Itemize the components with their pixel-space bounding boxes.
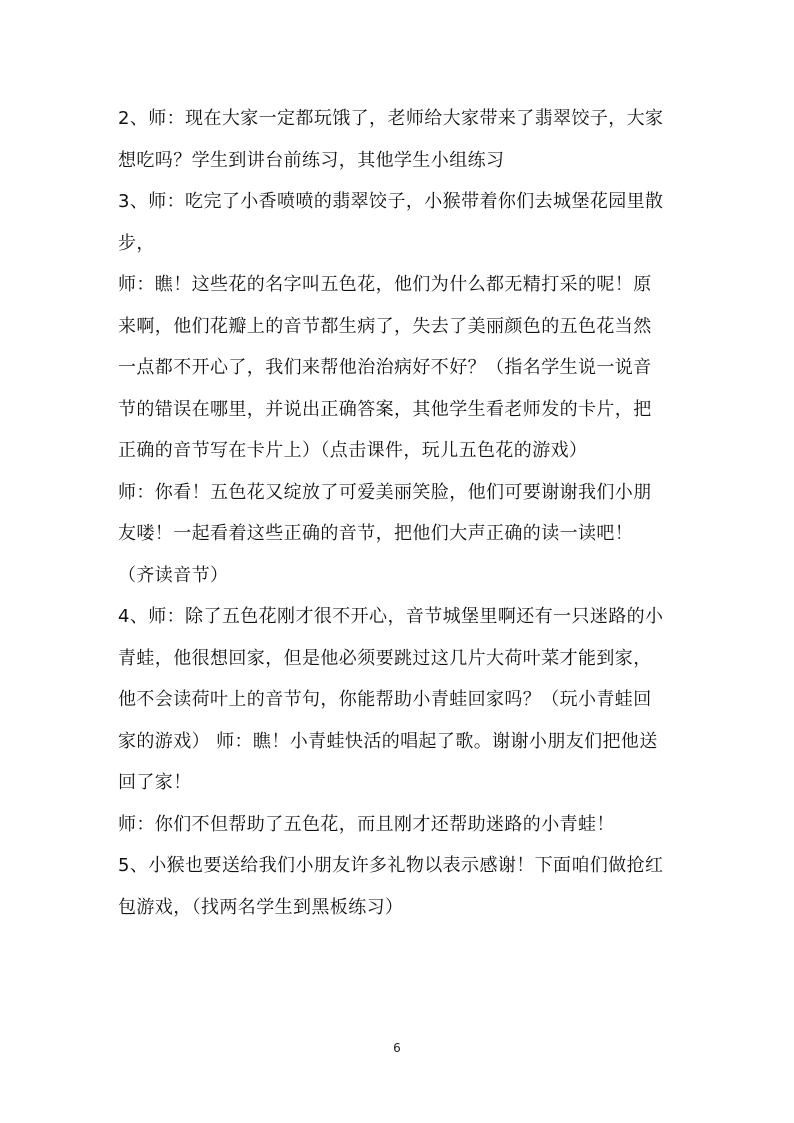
text-line: 正确的音节写在卡片上）（点击课件，玩儿五色花的游戏）: [118, 440, 588, 461]
text-line: 3、师：吃完了小香喷喷的翡翠饺子，小猴带着你们去城堡花园里散: [118, 191, 664, 212]
paragraph-flower-bloom: [118, 472, 678, 597]
paragraph-step-2: [118, 98, 678, 181]
page-number: 6: [393, 1041, 401, 1055]
text-line: 包游戏，（找两名学生到黑板练习）: [118, 896, 404, 918]
text-line: 来啊，他们花瓣上的音节都生病了，失去了美丽颜色的五色花当然: [118, 315, 652, 337]
document-body: [118, 98, 678, 928]
text-line: 师：你看！五色花又绽放了可爱美丽笑脸，他们可要谢谢我们小朋: [118, 481, 652, 503]
text-line: 师：你们不但帮助了五色花，而且刚才还帮助迷路的小青蛙！: [118, 813, 615, 835]
text-line: （齐读音节）: [118, 564, 229, 586]
text-line: 友喽！一起看着这些正确的音节，把他们大声正确的读一读吧！: [118, 523, 634, 544]
text-line: 青蛙，他很想回家，但是他必须要跳过这几片大荷叶菜才能到家，: [118, 647, 652, 669]
text-line: 2、师：现在大家一定都玩饿了，老师给大家带来了翡翠饺子，大家: [118, 108, 664, 129]
paragraph-step-4: [118, 596, 678, 804]
text-line: 回了家！: [118, 772, 192, 793]
text-line: 5、小猴也要送给我们小朋友许多礼物以表示感谢！下面咱们做抢红: [118, 855, 664, 876]
text-line: 步，: [118, 232, 155, 254]
paragraph-step-3: [118, 181, 678, 264]
paragraph-step-5: [118, 845, 678, 928]
text-line: 家的游戏） 师：瞧！小青蛙快活的唱起了歌。谢谢小朋友们把他送: [118, 730, 658, 752]
paragraph-summary: [118, 804, 678, 846]
text-line: 师：瞧！这些花的名字叫五色花，他们为什么都无精打采的呢！原: [118, 274, 652, 295]
text-line: 4、师：除了五色花刚才很不开心，音节城堡里啊还有一只迷路的小: [118, 606, 664, 627]
text-line: 他不会读荷叶上的音节句，你能帮助小青蛙回家吗？（玩小青蛙回: [118, 689, 652, 710]
text-line: 一点都不开心了，我们来帮他治治病好不好？（指名学生说一说音: [118, 357, 652, 378]
paragraph-five-color-flower: [118, 264, 678, 472]
text-line: 想吃吗？学生到讲台前练习，其他学生小组练习: [118, 149, 505, 171]
text-line: 节的错误在哪里，并说出正确答案，其他学生看老师发的卡片，把: [118, 398, 652, 420]
